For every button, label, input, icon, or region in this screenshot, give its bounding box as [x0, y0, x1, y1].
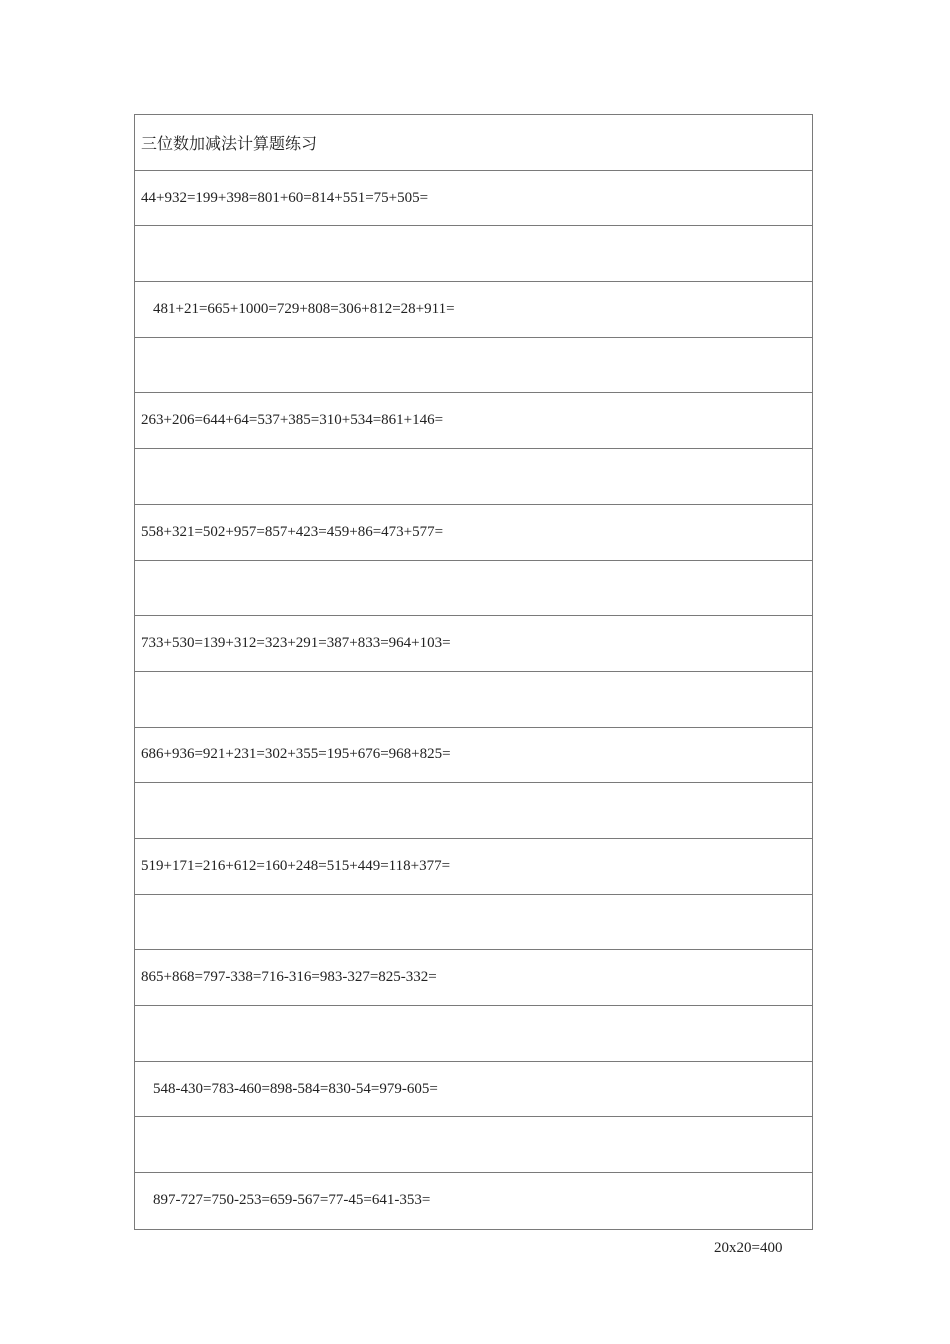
problem-row: 263+206=644+64=537+385=310+534=861+146= [135, 393, 812, 449]
problem-row: 558+321=502+957=857+423=459+86=473+577= [135, 505, 812, 561]
problem-row: 686+936=921+231=302+355=195+676=968+825= [135, 728, 812, 784]
problem-row: 44+932=199+398=801+60=814+551=75+505= [135, 171, 812, 227]
worksheet-title: 三位数加减法计算题练习 [135, 115, 812, 171]
problem-row: 519+171=216+612=160+248=515+449=118+377= [135, 839, 812, 895]
answer-row [135, 895, 812, 951]
problem-row: 481+21=665+1000=729+808=306+812=28+911= [135, 282, 812, 338]
answer-row [135, 449, 812, 505]
answer-row [135, 1117, 812, 1173]
answer-row [135, 1006, 812, 1062]
footer-note: 20x20=400 [714, 1240, 783, 1256]
answer-row [135, 226, 812, 282]
problem-row: 548-430=783-460=898-584=830-54=979-605= [135, 1062, 812, 1118]
answer-row [135, 672, 812, 728]
answer-row [135, 561, 812, 617]
problem-rows [135, 171, 812, 1229]
problem-row: 733+530=139+312=323+291=387+833=964+103= [135, 616, 812, 672]
answer-row [135, 338, 812, 394]
answer-row [135, 783, 812, 839]
problem-row: 897-727=750-253=659-567=77-45=641-353= [153, 1192, 431, 1209]
worksheet-table [134, 114, 813, 1230]
problem-row: 865+868=797-338=716-316=983-327=825-332= [135, 950, 812, 1006]
